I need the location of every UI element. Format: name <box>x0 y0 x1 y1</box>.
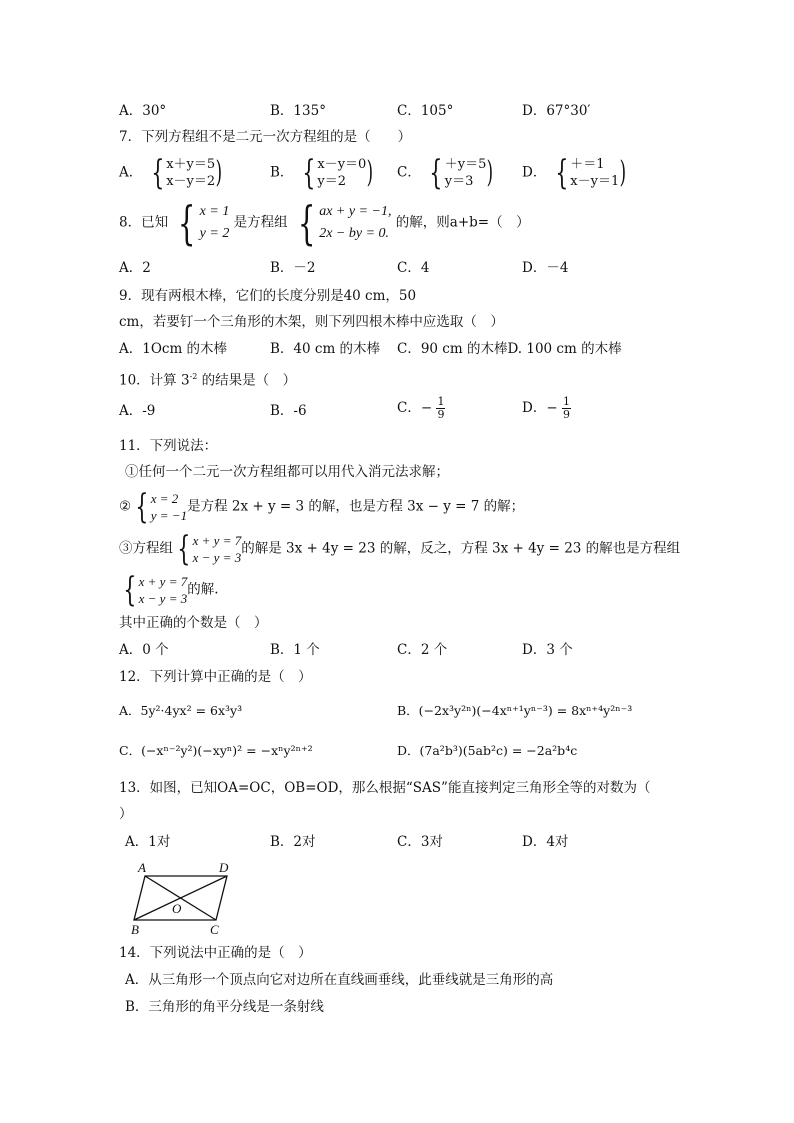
q7-d-label: D． <box>522 164 547 181</box>
q8-post: 的解，则a+b=（ ） <box>395 214 530 231</box>
q9-line2: cm，若要钉一个三角形的木架，则下列四根木棒中应选取（ ） <box>119 314 504 330</box>
q11-s2-row1: x = 2 <box>150 491 179 506</box>
q8-option-b: B．－2 <box>270 260 316 276</box>
q8-mid: 是方程组 <box>233 214 288 231</box>
q11-s3-text: 的解是 3x + 4y = 23 的解，反之，方程 3x + 4y = 23 的解也是方程组 <box>241 540 681 557</box>
q11-s3b-row2: x − y = 3 <box>138 591 188 606</box>
q9-option-cd: C．90 cm 的木棒D. 100 cm 的木棒 <box>397 341 622 357</box>
q11-s3b-text: 的解. <box>187 581 219 598</box>
q8-sol-row1: x = 1 <box>199 204 230 219</box>
q14-stem: 14．下列说法中正确的是（ ） <box>119 945 312 961</box>
q7-option-d: D． { ＋＝1 x－y＝1 ) <box>522 153 627 193</box>
q10-option-a: A．-9 <box>119 403 156 419</box>
q8-option-d: D．－4 <box>522 260 569 276</box>
q13-option-b: B．2对 <box>270 834 316 850</box>
q11-statement-1: ①任何一个二元一次方程组都可以用代入消元法求解； <box>125 464 449 480</box>
q11-s2-text: 是方程 2x + y = 3 的解，也是方程 3x − y = 7 的解； <box>187 498 525 515</box>
q8-option-c: C．4 <box>397 260 430 276</box>
q11-option-b: B．1 个 <box>270 642 320 658</box>
label-a: A <box>138 860 146 875</box>
q13-option-c: C．3对 <box>397 834 443 850</box>
q11-statement-2: ② { x = 2 y = −1 是方程 2x + y = 3 的解，也是方程 3x − y = 7 的解； <box>119 487 525 527</box>
q9-option-b: B．40 cm 的木棒 <box>270 341 381 357</box>
q11-s3-marker: ③方程组 <box>119 540 173 557</box>
q11-s3-row1: x + y = 7 <box>192 533 242 548</box>
q7-option-a: A． { x＋y＝5 x－y＝2 ) <box>119 153 223 193</box>
q11-option-d: D．3 个 <box>522 642 573 658</box>
label-c: C <box>210 922 219 936</box>
q10-stem <box>119 368 296 390</box>
q7-a-label: A． <box>119 164 143 181</box>
q11-s2-marker: ② <box>119 498 132 515</box>
q10-exponent: -2 <box>189 372 198 381</box>
q7-a-row1: x＋y＝5 <box>166 157 216 172</box>
q11-ask: 其中正确的个数是（ ） <box>119 615 268 631</box>
q6-option-b: B．135° <box>270 103 326 119</box>
q12-option-d: D．(7a²b³)(5ab²c) = −2a²b⁴c <box>397 743 578 758</box>
q11-s3b-row1: x + y = 7 <box>138 574 188 589</box>
q10-d-label: D．− <box>522 400 558 416</box>
q12-option-c: C．(−xⁿ⁻²y²)(−xyⁿ)² = −xⁿy²ⁿ⁺² <box>119 743 313 758</box>
q6-option-a: A．30° <box>119 103 167 119</box>
q7-d-row2: x－y＝1 <box>570 174 620 189</box>
q8-eq-row2: 2x − by = 0. <box>319 226 390 241</box>
q13-line2: ） <box>119 806 133 822</box>
q11-statement-3: ③方程组 { x + y = 7 x − y = 3 的解是 3x + 4y = 23 的解，反之，方程 3x + 4y = 23 的解也是方程组 <box>119 529 681 569</box>
q10-c-numerator: 1 <box>437 395 445 408</box>
q7-c-row2: y＝3 <box>444 174 474 189</box>
q7-d-row1: ＋＝1 <box>570 157 605 172</box>
q10-stem-pre: 10．计算 3 <box>119 372 190 389</box>
label-b: B <box>131 922 139 936</box>
q7-c-row1: ＋y＝5 <box>444 157 487 172</box>
q10-option-c <box>397 396 445 421</box>
q13-option-d: D．4对 <box>522 834 569 850</box>
q7-stem: 7．下列方程组不是二元一次方程组的是（ ） <box>119 129 412 145</box>
q11-s3-row2: x − y = 3 <box>192 550 242 565</box>
q8-eq-row1: ax + y = −1, <box>319 204 392 219</box>
q10-c-denominator: 9 <box>437 408 445 421</box>
q10-c-label: C．− <box>397 400 433 416</box>
q14-option-a: A．从三角形一个顶点向它对边所在直线画垂线，此垂线就是三角形的高 <box>125 972 554 988</box>
q11-stem: 11．下列说法： <box>119 438 218 454</box>
q8-stem: 8．已知 { x = 1 y = 2 是方程组 { ax + y = −1, 2x − by = 0. 的解，则a+b=（ ） <box>119 196 530 250</box>
q11-option-c: C．2 个 <box>397 642 448 658</box>
q13-line1: 13．如图，已知OA=OC，OB=OD，那么根据“SAS”能直接判定三角形全等的对数为（ <box>119 780 651 796</box>
q6-option-d: D．67°30′ <box>522 103 591 119</box>
q10-option-d <box>522 396 571 421</box>
q8-sol-row2: y = 2 <box>199 226 230 241</box>
q7-option-b: B． { x－y＝0 y＝2 ) <box>270 153 374 193</box>
q14-option-b: B．三角形的角平分线是一条射线 <box>125 999 324 1015</box>
q7-b-row2: y＝2 <box>317 174 346 189</box>
q7-a-row2: x－y＝2 <box>166 174 216 189</box>
q9-line1: 9．现有两根木棒，它们的长度分别是40 cm，50 <box>119 288 417 304</box>
q13-parallelogram-figure <box>128 858 243 936</box>
label-d: D <box>219 860 229 875</box>
q8-pre: 8．已知 <box>119 214 169 231</box>
q12-stem: 12．下列计算中正确的是（ ） <box>119 669 312 685</box>
q7-b-label: B． <box>270 164 294 181</box>
q10-option-b: B．-6 <box>270 403 307 419</box>
q10-stem-post: 的结果是（ ） <box>197 372 297 389</box>
q9-option-a: A．1Ocm 的木棒 <box>119 341 228 357</box>
q6-option-c: C．105° <box>397 103 454 119</box>
q11-s2-row2: y = −1 <box>150 508 188 523</box>
q7-option-c: C． { ＋y＝5 y＝3 ) <box>397 153 494 193</box>
q7-c-label: C． <box>397 164 421 181</box>
q12-option-b: B．(−2x³y²ⁿ)(−4xⁿ⁺¹yⁿ⁻³) = 8xⁿ⁺⁴y²ⁿ⁻³ <box>397 703 633 718</box>
q7-b-row1: x－y＝0 <box>317 157 367 172</box>
q10-d-numerator: 1 <box>562 395 570 408</box>
q10-d-denominator: 9 <box>562 408 570 421</box>
q12-option-a: A．5y²·4yx² = 6x³y³ <box>119 703 243 718</box>
label-o: O <box>172 901 182 916</box>
q8-option-a: A．2 <box>119 260 151 276</box>
q13-option-a: A．1对 <box>125 834 171 850</box>
q11-statement-3-cont: { x + y = 7 x − y = 3 的解. <box>123 570 219 610</box>
q11-option-a: A．0 个 <box>119 642 169 658</box>
